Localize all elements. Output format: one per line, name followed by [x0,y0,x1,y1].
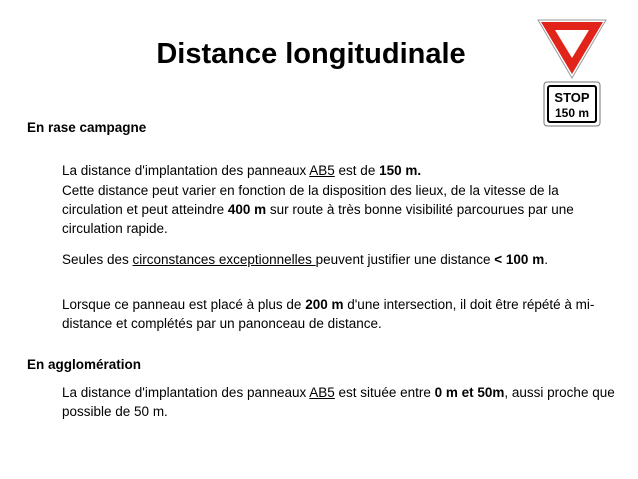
text-span: La distance d'implantation des panneaux [62,163,310,178]
text-span: est de [334,163,380,178]
paragraph-exceptional [62,250,618,269]
page-title: Distance longitudinale [156,38,466,70]
section-heading-agglomeration: En agglomération [27,357,142,372]
paragraph-intersection [62,295,618,333]
paragraph-variation [62,181,618,238]
text-span: La distance d'implantation des panneaux [62,385,310,400]
text-span: est située entre [334,385,435,400]
text-span: Seules des [62,252,133,267]
text-span: sur route à très bonne visibilité parcourues par une circulation rapide. [62,202,574,236]
sign-distance-text: 150 m [554,106,590,120]
paragraph-agglomeration [62,383,618,421]
circonstances-link[interactable]: circonstances exceptionnelles [132,252,316,267]
sign-stop-text: STOP [554,90,590,105]
text-span: . [544,252,548,267]
paragraph-distance-ab5 [62,161,618,180]
section-heading-rase-campagne: En rase campagne [27,120,147,135]
yield-stop-sign-icon [536,16,608,128]
ab5-link[interactable]: AB5 [309,385,335,400]
text-span: peuvent justifier une distance [315,252,495,267]
text-span: , aussi proche que possible de 50 m. [62,385,615,419]
bold-span: 400 m [227,202,267,217]
bold-span: 200 m [305,297,344,312]
text-span: Cette distance peut varier en fonction de la disposition des lieux, de la vitesse de la circulation et peut atteindre [62,183,559,217]
text-span: Lorsque ce panneau est placé à plus de [62,297,306,312]
bold-span: < 100 m [494,252,545,267]
ab5-link[interactable]: AB5 [309,163,335,178]
bold-span: 0 m et 50m [434,385,505,400]
text-span: d'une intersection, il doit être répété à mi-distance et complétés par un panonceau de distance. [62,297,595,331]
bold-span: 150 m. [379,163,422,178]
